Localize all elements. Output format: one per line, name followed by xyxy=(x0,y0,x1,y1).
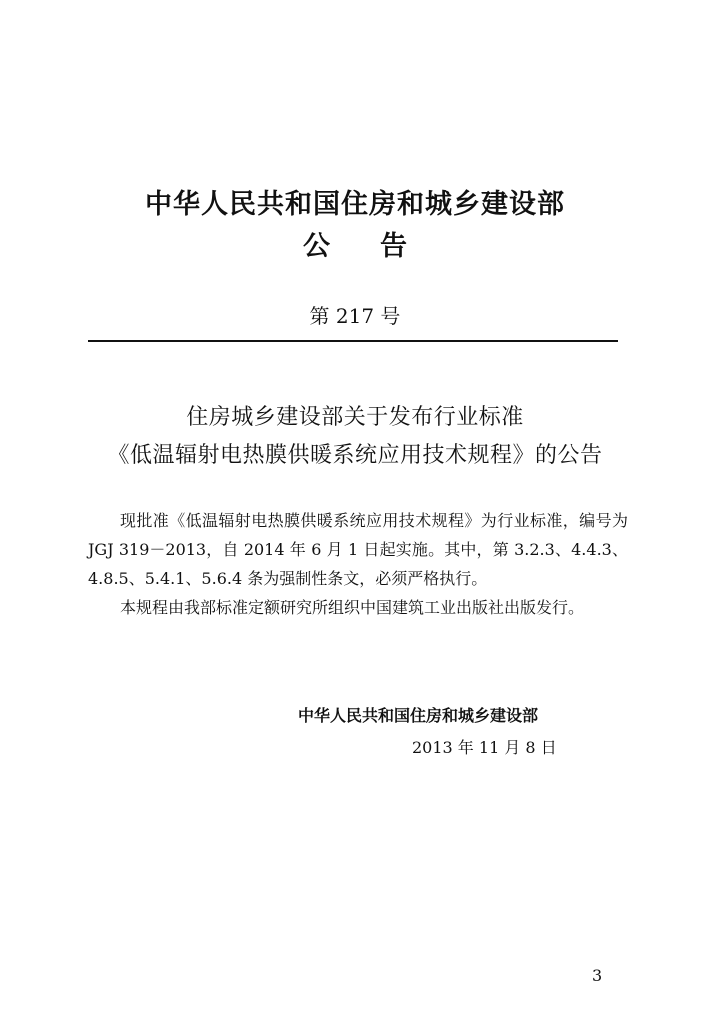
body-paragraph-1: 现批准《低温辐射电热膜供暖系统应用技术规程》为行业标准，编号为 JGJ 319－2013，自 2014 年 6 月 1 日起实施。其中，第 3.2.3、4.4.3、4.8.5、5.4.1、5.6.4 条为强制性条文，必须严格执行。 xyxy=(88,511,628,588)
body-paragraph-2: 本规程由我部标准定额研究所组织中国建筑工业出版社出版发行。 xyxy=(120,598,585,617)
notice-title xyxy=(0,224,710,263)
signature-organization: 中华人民共和国住房和城乡建设部 xyxy=(298,706,539,725)
header-divider xyxy=(88,340,618,342)
notice-title-char-1: 公 xyxy=(303,231,330,262)
signature-date: 2013 年 11 月 8 日 xyxy=(412,738,557,757)
page-number: 3 xyxy=(592,966,603,985)
headline-line-2: 《低温辐射电热膜供暖系统应用技术规程》的公告 xyxy=(107,443,603,468)
notice-title-char-2: 告 xyxy=(380,231,407,262)
issuing-ministry-heading: 中华人民共和国住房和城乡建设部 xyxy=(145,189,565,220)
notice-number: 第 217 号 xyxy=(309,304,401,328)
headline-line-1: 住房城乡建设部关于发布行业标准 xyxy=(186,405,524,430)
body-text xyxy=(88,506,628,622)
